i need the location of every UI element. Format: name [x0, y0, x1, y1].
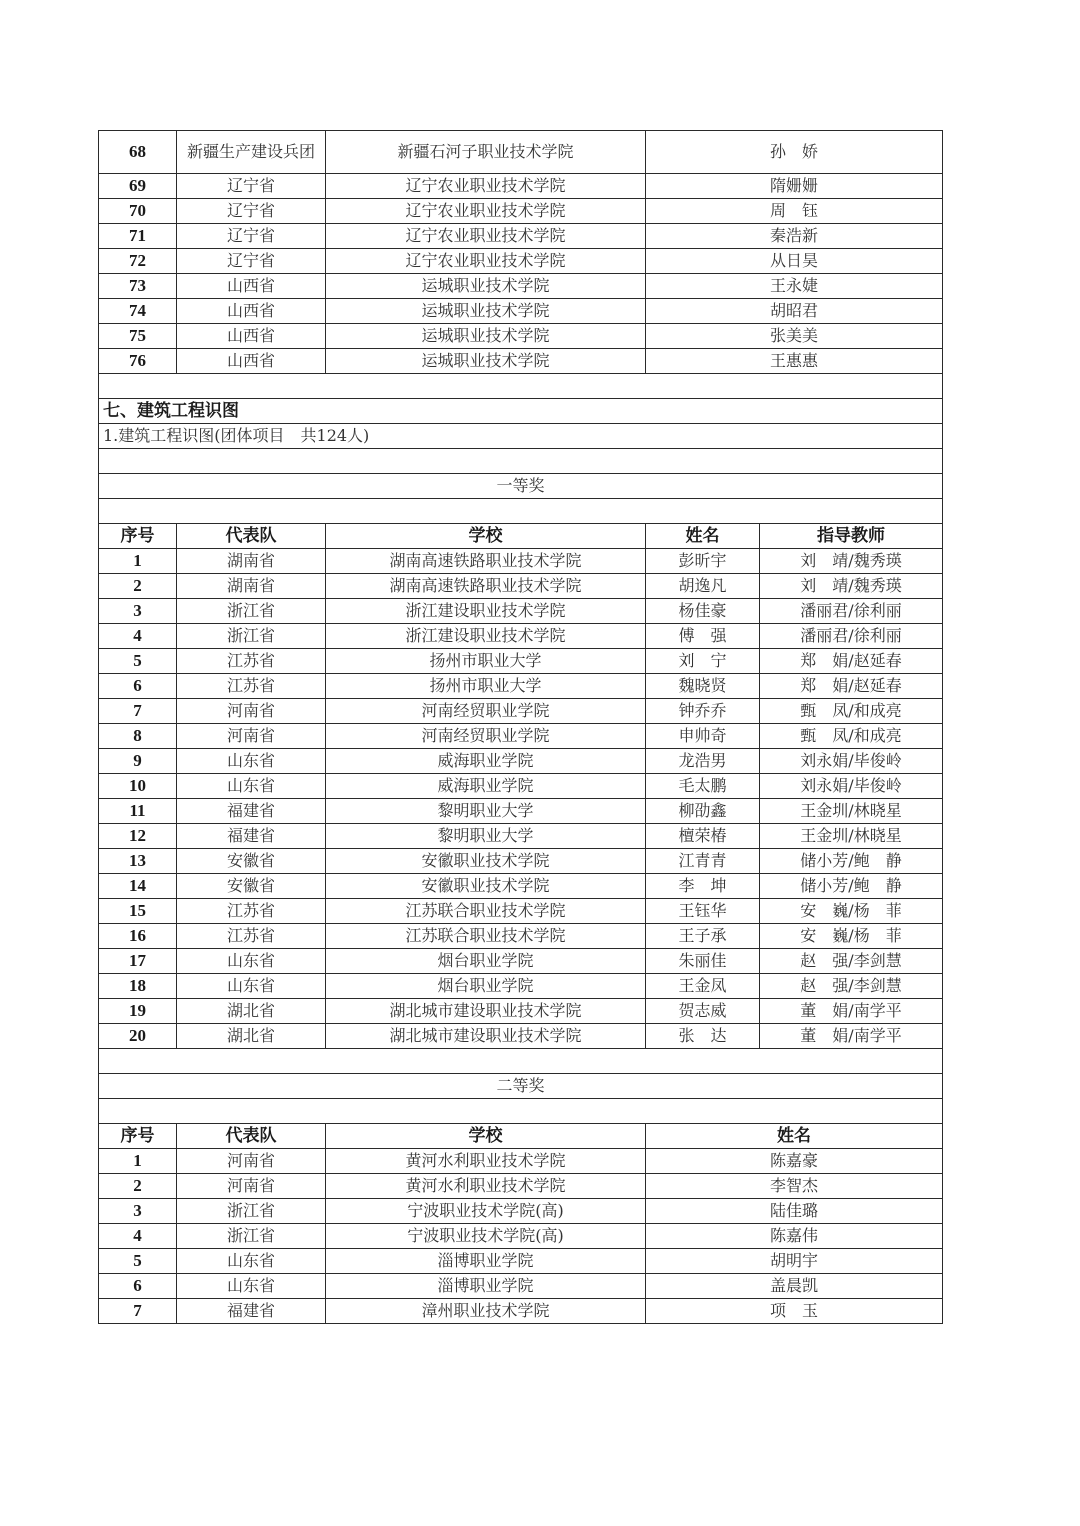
row-number: 7 [99, 699, 177, 724]
row-number: 5 [99, 1249, 177, 1274]
team-cell: 辽宁省 [177, 249, 326, 274]
table-row [99, 224, 943, 249]
teacher-cell: 储小芳/鲍 静 [760, 874, 943, 899]
school-cell: 新疆石河子职业技术学院 [326, 131, 646, 174]
team-cell: 山西省 [177, 349, 326, 374]
teacher-cell: 储小芳/鲍 静 [760, 849, 943, 874]
team-cell: 江苏省 [177, 899, 326, 924]
team-cell: 山东省 [177, 749, 326, 774]
student-name-cell: 朱丽佳 [646, 949, 760, 974]
table-row [99, 774, 943, 799]
row-number: 75 [99, 324, 177, 349]
teacher-cell: 王金圳/林晓星 [760, 824, 943, 849]
blank-cell [99, 499, 943, 524]
school-cell: 运城职业技术学院 [326, 324, 646, 349]
school-cell: 运城职业技术学院 [326, 299, 646, 324]
row-number: 70 [99, 199, 177, 224]
row-number: 7 [99, 1299, 177, 1324]
spacer-row [99, 374, 943, 399]
table-row [99, 974, 943, 999]
row-number: 11 [99, 799, 177, 824]
table-row [99, 699, 943, 724]
row-number: 3 [99, 599, 177, 624]
teacher-cell: 潘丽君/徐利丽 [760, 599, 943, 624]
table-row [99, 324, 943, 349]
table-row [99, 824, 943, 849]
row-number: 16 [99, 924, 177, 949]
team-cell: 山东省 [177, 974, 326, 999]
row-number: 4 [99, 1224, 177, 1249]
table-row [99, 1149, 943, 1174]
student-name-cell: 王钰华 [646, 899, 760, 924]
student-name-cell: 王子承 [646, 924, 760, 949]
table-row [99, 299, 943, 324]
table-row [99, 1274, 943, 1299]
row-number: 1 [99, 1149, 177, 1174]
team-cell: 辽宁省 [177, 224, 326, 249]
header-teacher: 指导教师 [760, 524, 943, 549]
table-row [99, 949, 943, 974]
spacer-row [99, 1099, 943, 1124]
blank-cell [99, 449, 943, 474]
table-row [99, 874, 943, 899]
student-name-cell: 李智杰 [646, 1174, 943, 1199]
row-number: 2 [99, 1174, 177, 1199]
student-name-cell: 张美美 [646, 324, 943, 349]
teacher-cell: 甄 凤/和成亮 [760, 699, 943, 724]
header-team: 代表队 [177, 524, 326, 549]
team-cell: 江苏省 [177, 674, 326, 699]
school-cell: 湖北城市建设职业技术学院 [326, 999, 646, 1024]
table-row [99, 249, 943, 274]
results-sheet [98, 130, 942, 1324]
student-name-cell: 檀荣椿 [646, 824, 760, 849]
student-name-cell: 胡逸凡 [646, 574, 760, 599]
header-number: 序号 [99, 524, 177, 549]
student-name-cell: 陆佳璐 [646, 1199, 943, 1224]
teacher-cell: 王金圳/林晓星 [760, 799, 943, 824]
student-name-cell: 龙浩男 [646, 749, 760, 774]
school-cell: 黎明职业大学 [326, 799, 646, 824]
row-number: 20 [99, 1024, 177, 1049]
table-row [99, 1174, 943, 1199]
row-number: 74 [99, 299, 177, 324]
team-cell: 江苏省 [177, 924, 326, 949]
school-cell: 辽宁农业职业技术学院 [326, 224, 646, 249]
table-row [99, 1199, 943, 1224]
student-name-cell: 张 达 [646, 1024, 760, 1049]
team-cell: 湖南省 [177, 574, 326, 599]
teacher-cell: 刘永娟/毕俊岭 [760, 749, 943, 774]
school-cell: 漳州职业技术学院 [326, 1299, 646, 1324]
student-name-cell: 胡昭君 [646, 299, 943, 324]
school-cell: 江苏联合职业技术学院 [326, 924, 646, 949]
teacher-cell: 刘 靖/魏秀瑛 [760, 549, 943, 574]
row-number: 71 [99, 224, 177, 249]
school-cell: 辽宁农业职业技术学院 [326, 174, 646, 199]
student-name-cell: 江青青 [646, 849, 760, 874]
school-cell: 安徽职业技术学院 [326, 874, 646, 899]
row-number: 68 [99, 131, 177, 174]
team-cell: 山西省 [177, 324, 326, 349]
school-cell: 黄河水利职业技术学院 [326, 1149, 646, 1174]
team-cell: 辽宁省 [177, 174, 326, 199]
table-row [99, 349, 943, 374]
award-label-row [99, 1074, 943, 1099]
table-row [99, 999, 943, 1024]
team-cell: 河南省 [177, 724, 326, 749]
team-cell: 湖北省 [177, 999, 326, 1024]
table-row [99, 924, 943, 949]
school-cell: 黄河水利职业技术学院 [326, 1174, 646, 1199]
team-cell: 新疆生产建设兵团 [177, 131, 326, 174]
school-cell: 浙江建设职业技术学院 [326, 624, 646, 649]
table-row [99, 174, 943, 199]
row-number: 15 [99, 899, 177, 924]
row-number: 18 [99, 974, 177, 999]
team-cell: 山东省 [177, 949, 326, 974]
section-title: 七、建筑工程识图 [99, 399, 943, 424]
student-name-cell: 钟乔乔 [646, 699, 760, 724]
table-row [99, 674, 943, 699]
team-cell: 福建省 [177, 799, 326, 824]
student-name-cell: 魏晓贤 [646, 674, 760, 699]
student-name-cell: 孙 娇 [646, 131, 943, 174]
row-number: 10 [99, 774, 177, 799]
row-number: 76 [99, 349, 177, 374]
school-cell: 湖北城市建设职业技术学院 [326, 1024, 646, 1049]
student-name-cell: 项 玉 [646, 1299, 943, 1324]
team-cell: 浙江省 [177, 1224, 326, 1249]
row-number: 19 [99, 999, 177, 1024]
teacher-cell: 刘 靖/魏秀瑛 [760, 574, 943, 599]
row-number: 17 [99, 949, 177, 974]
spacer-row [99, 449, 943, 474]
row-number: 3 [99, 1199, 177, 1224]
row-number: 6 [99, 674, 177, 699]
row-number: 13 [99, 849, 177, 874]
row-number: 72 [99, 249, 177, 274]
table-row [99, 199, 943, 224]
student-name-cell: 陈嘉豪 [646, 1149, 943, 1174]
school-cell: 淄博职业学院 [326, 1249, 646, 1274]
team-cell: 山东省 [177, 1249, 326, 1274]
teacher-cell: 郑 娟/赵延春 [760, 649, 943, 674]
results-table [98, 130, 943, 1324]
spacer-row [99, 499, 943, 524]
team-cell: 浙江省 [177, 599, 326, 624]
row-number: 4 [99, 624, 177, 649]
table-row [99, 599, 943, 624]
table-row [99, 1299, 943, 1324]
student-name-cell: 彭昕宇 [646, 549, 760, 574]
team-cell: 湖北省 [177, 1024, 326, 1049]
teacher-cell: 潘丽君/徐利丽 [760, 624, 943, 649]
teacher-cell: 甄 凤/和成亮 [760, 724, 943, 749]
table-row [99, 724, 943, 749]
school-cell: 辽宁农业职业技术学院 [326, 199, 646, 224]
school-cell: 扬州市职业大学 [326, 674, 646, 699]
team-cell: 江苏省 [177, 649, 326, 674]
table-row [99, 131, 943, 174]
table-row [99, 1224, 943, 1249]
student-name-cell: 王永婕 [646, 274, 943, 299]
row-number: 69 [99, 174, 177, 199]
student-name-cell: 刘 宁 [646, 649, 760, 674]
row-number: 2 [99, 574, 177, 599]
student-name-cell: 盖晨凯 [646, 1274, 943, 1299]
table-row [99, 749, 943, 774]
school-cell: 运城职业技术学院 [326, 274, 646, 299]
table-row [99, 574, 943, 599]
team-cell: 河南省 [177, 1149, 326, 1174]
school-cell: 宁波职业技术学院(高) [326, 1224, 646, 1249]
student-name-cell: 毛太鹏 [646, 774, 760, 799]
header-school: 学校 [326, 524, 646, 549]
student-name-cell: 杨佳豪 [646, 599, 760, 624]
student-name-cell: 贺志威 [646, 999, 760, 1024]
school-cell: 安徽职业技术学院 [326, 849, 646, 874]
first-prize-label: 一等奖 [99, 474, 943, 499]
student-name-cell: 胡明宇 [646, 1249, 943, 1274]
school-cell: 江苏联合职业技术学院 [326, 899, 646, 924]
teacher-cell: 赵 强/李剑慧 [760, 949, 943, 974]
teacher-cell: 郑 娟/赵延春 [760, 674, 943, 699]
team-cell: 湖南省 [177, 549, 326, 574]
team-cell: 山东省 [177, 1274, 326, 1299]
table-row [99, 799, 943, 824]
team-cell: 福建省 [177, 1299, 326, 1324]
student-name-cell: 从日昊 [646, 249, 943, 274]
team-cell: 安徽省 [177, 874, 326, 899]
table-row [99, 274, 943, 299]
row-number: 6 [99, 1274, 177, 1299]
student-name-cell: 王惠惠 [646, 349, 943, 374]
school-cell: 河南经贸职业学院 [326, 699, 646, 724]
student-name-cell: 秦浩新 [646, 224, 943, 249]
team-cell: 福建省 [177, 824, 326, 849]
team-cell: 辽宁省 [177, 199, 326, 224]
school-cell: 淄博职业学院 [326, 1274, 646, 1299]
header-team: 代表队 [177, 1124, 326, 1149]
header-row [99, 1124, 943, 1149]
school-cell: 河南经贸职业学院 [326, 724, 646, 749]
section-subtitle-row [99, 424, 943, 449]
student-name-cell: 李 坤 [646, 874, 760, 899]
teacher-cell: 赵 强/李剑慧 [760, 974, 943, 999]
teacher-cell: 安 巍/杨 菲 [760, 899, 943, 924]
team-cell: 山东省 [177, 774, 326, 799]
team-cell: 浙江省 [177, 1199, 326, 1224]
header-row [99, 524, 943, 549]
row-number: 1 [99, 549, 177, 574]
school-cell: 湖南高速铁路职业技术学院 [326, 574, 646, 599]
teacher-cell: 刘永娟/毕俊岭 [760, 774, 943, 799]
student-name-cell: 柳劭鑫 [646, 799, 760, 824]
row-number: 14 [99, 874, 177, 899]
school-cell: 宁波职业技术学院(高) [326, 1199, 646, 1224]
school-cell: 辽宁农业职业技术学院 [326, 249, 646, 274]
school-cell: 烟台职业学院 [326, 949, 646, 974]
row-number: 5 [99, 649, 177, 674]
student-name-cell: 傅 强 [646, 624, 760, 649]
team-cell: 山西省 [177, 299, 326, 324]
student-name-cell: 王金凤 [646, 974, 760, 999]
teacher-cell: 董 娟/南学平 [760, 1024, 943, 1049]
school-cell: 运城职业技术学院 [326, 349, 646, 374]
row-number: 12 [99, 824, 177, 849]
student-name-cell: 隋姗姗 [646, 174, 943, 199]
teacher-cell: 安 巍/杨 菲 [760, 924, 943, 949]
team-cell: 安徽省 [177, 849, 326, 874]
team-cell: 山西省 [177, 274, 326, 299]
table-row [99, 899, 943, 924]
school-cell: 扬州市职业大学 [326, 649, 646, 674]
section-subtitle: 1.建筑工程识图(团体项目 共124人) [99, 424, 943, 449]
table-row [99, 649, 943, 674]
school-cell: 湖南高速铁路职业技术学院 [326, 549, 646, 574]
blank-cell [99, 1049, 943, 1074]
table-row [99, 1024, 943, 1049]
blank-cell [99, 374, 943, 399]
table-row [99, 1249, 943, 1274]
section-title-row [99, 399, 943, 424]
spacer-row [99, 1049, 943, 1074]
student-name-cell: 周 钰 [646, 199, 943, 224]
school-cell: 烟台职业学院 [326, 974, 646, 999]
row-number: 73 [99, 274, 177, 299]
school-cell: 威海职业学院 [326, 774, 646, 799]
team-cell: 浙江省 [177, 624, 326, 649]
teacher-cell: 董 娟/南学平 [760, 999, 943, 1024]
header-name: 姓名 [646, 1124, 943, 1149]
student-name-cell: 申帅奇 [646, 724, 760, 749]
row-number: 8 [99, 724, 177, 749]
team-cell: 河南省 [177, 1174, 326, 1199]
school-cell: 黎明职业大学 [326, 824, 646, 849]
row-number: 9 [99, 749, 177, 774]
table-row [99, 549, 943, 574]
school-cell: 浙江建设职业技术学院 [326, 599, 646, 624]
header-number: 序号 [99, 1124, 177, 1149]
team-cell: 河南省 [177, 699, 326, 724]
award-label-row [99, 474, 943, 499]
blank-cell [99, 1099, 943, 1124]
table-row [99, 624, 943, 649]
school-cell: 威海职业学院 [326, 749, 646, 774]
student-name-cell: 陈嘉伟 [646, 1224, 943, 1249]
second-prize-label: 二等奖 [99, 1074, 943, 1099]
header-school: 学校 [326, 1124, 646, 1149]
results-table-body [99, 131, 943, 1324]
header-name: 姓名 [646, 524, 760, 549]
table-row [99, 849, 943, 874]
